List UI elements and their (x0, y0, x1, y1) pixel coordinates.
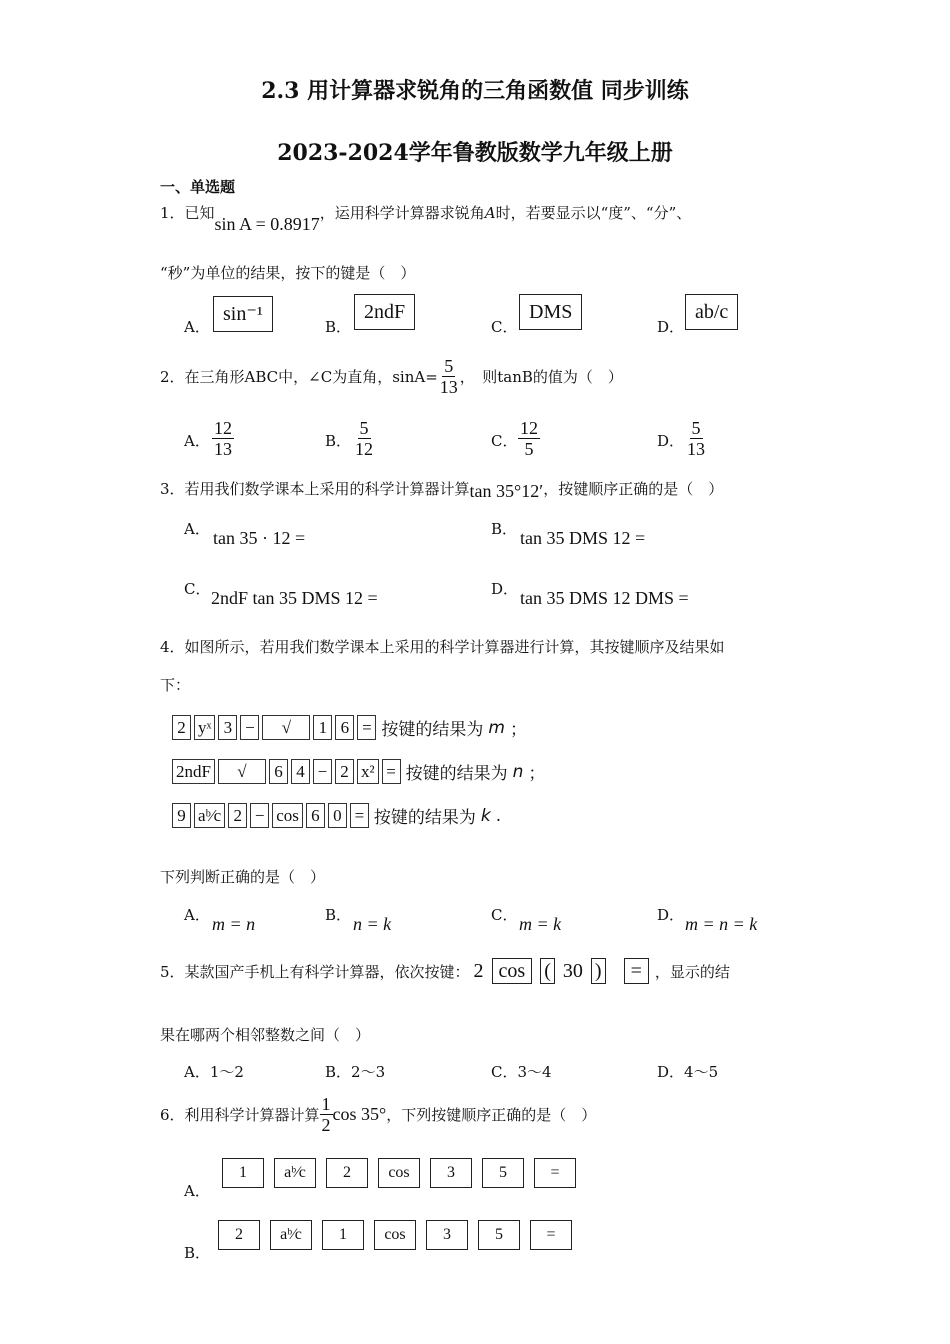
q1-option-c-label[interactable]: C． (491, 318, 518, 336)
q5-pre: 5．某款国产手机上有科学计算器，依次按键： (160, 962, 470, 981)
q2-option-b-value: $\frac{5}{12}$ (355, 418, 373, 459)
q2-option-d-label[interactable]: D． (657, 432, 685, 450)
q6-option-a-label[interactable]: A． (184, 1182, 210, 1200)
q4-option-a-label[interactable]: A． (184, 906, 210, 924)
q2-option-c-value: $\frac{12}{5}$ (520, 418, 538, 459)
page-subtitle: 2023-2024学年鲁教版数学九年级上册 (277, 140, 673, 166)
q6-fraction: $\frac{1}{2}$ (321, 1094, 331, 1135)
q5-option-b[interactable]: B．2～3 (325, 1063, 386, 1081)
q6-post: ，下列按键顺序正确的是（ ） (386, 1106, 597, 1124)
q2-pre: 2．在三角形ABC中，∠C为直角，sinA= (160, 368, 438, 386)
q2-option-c-label[interactable]: C． (491, 432, 518, 450)
q1-option-b-key: 2ndF (354, 294, 415, 330)
q4-option-d-label[interactable]: D． (657, 906, 685, 924)
q6-pre: 6．利用科学计算器计算 (160, 1106, 320, 1124)
q5-option-a[interactable]: A．1～2 (184, 1063, 244, 1081)
section-heading: 一、单选题 (160, 178, 236, 196)
q1-post: ，运用科学计算器求锐角 (319, 204, 485, 222)
q5-stem (160, 958, 730, 984)
q6-math: cos 35° (332, 1104, 387, 1124)
q4-question: 下列判断正确的是（ ） (160, 868, 326, 886)
q3-option-d-seq: tan 35 DMS 12 DMS = (520, 588, 689, 608)
q1-option-a-label[interactable]: A． (184, 318, 210, 336)
q6-option-a-keys: 1 aᵇ⁄c 2 cos 3 5 = (222, 1158, 586, 1188)
q3-option-d-label[interactable]: D． (491, 580, 519, 598)
q6-option-b-label[interactable]: B． (184, 1244, 211, 1262)
q1-option-d-label[interactable]: D． (657, 318, 685, 336)
q1-stem (160, 202, 692, 234)
q4-option-d-expr: m = n = k (685, 914, 758, 934)
q2-option-d-value: $\frac{5}{13}$ (687, 418, 705, 459)
q1-math: sin A = 0.8917 (214, 214, 320, 234)
q3-option-a-label[interactable]: A． (184, 520, 210, 538)
q4-option-c-expr: m = k (519, 914, 562, 934)
q3-pre: 3．若用我们数学课本上采用的科学计算器计算 (160, 480, 470, 498)
q3-option-a-seq: tan 35 · 12 = (213, 528, 306, 548)
q4-key-row-3: 9 aᵇ⁄c 2 − cos 6 0 = 按键的结果为 k . (172, 803, 501, 828)
page-title: 2.3 用计算器求锐角的三角函数值 同步训练 (261, 78, 689, 104)
q5-option-c[interactable]: C．3～4 (491, 1063, 552, 1081)
q2-fraction: $\frac{5}{13}$ (439, 356, 458, 397)
q1-line2: “秒”为单位的结果，按下的键是（ ） (160, 264, 416, 282)
q5-key-sequence: 2 cos ( 30 ) = (474, 958, 649, 984)
q5-post: ，显示的结 (654, 962, 730, 981)
q3-option-c-label[interactable]: C． (184, 580, 211, 598)
q2-option-a-label[interactable]: A． (184, 432, 210, 450)
q1-option-d-key: ab/c (685, 294, 738, 330)
q6-option-b-keys: 2 aᵇ⁄c 1 cos 3 5 = (218, 1220, 582, 1250)
q4-key-row-1: 2 yˣ 3 − √ 1 6 = 按键的结果为 m ； (172, 715, 527, 740)
q4-option-a-expr: m = n (212, 914, 256, 934)
q1-option-a-key: sin⁻¹ (213, 296, 273, 332)
q2-option-a-value: $\frac{12}{13}$ (214, 418, 232, 459)
q1-pre: 1．已知 (160, 204, 215, 222)
q1-post2: 时，若要显示以“度”、“分”、 (495, 204, 692, 222)
q3-option-b-label[interactable]: B． (491, 520, 518, 538)
q6-stem (160, 1094, 596, 1135)
q4-option-b-label[interactable]: B． (325, 906, 352, 924)
q2-option-b-label[interactable]: B． (325, 432, 352, 450)
q3-math: tan 35°12′ (469, 481, 544, 501)
q2-stem (160, 356, 623, 397)
q3-option-b-seq: tan 35 DMS 12 = (520, 528, 646, 548)
q4-key-row-2: 2ndF √ 6 4 − 2 x² = 按键的结果为 n ； (172, 759, 545, 784)
q4-option-b-expr: n = k (353, 914, 392, 934)
q1-option-c-key: DMS (519, 294, 582, 330)
q5-option-d[interactable]: D．4～5 (657, 1063, 719, 1081)
q2-post: ， 则tanB的值为（ ） (459, 368, 623, 386)
q5-line2: 果在哪两个相邻整数之间（ ） (160, 1026, 371, 1044)
q3-post: ，按键顺序正确的是（ ） (543, 480, 724, 498)
q3-stem (160, 478, 723, 499)
q1-option-b-label[interactable]: B． (325, 318, 352, 336)
q4-option-c-label[interactable]: C． (491, 906, 518, 924)
q1-var: A (484, 204, 496, 222)
q4-line1: 4．如图所示，若用我们数学课本上采用的科学计算器进行计算，其按键顺序及结果如 (160, 638, 725, 656)
q3-option-c-seq: 2ndF tan 35 DMS 12 = (211, 588, 378, 608)
q4-line2: 下： (160, 676, 191, 694)
